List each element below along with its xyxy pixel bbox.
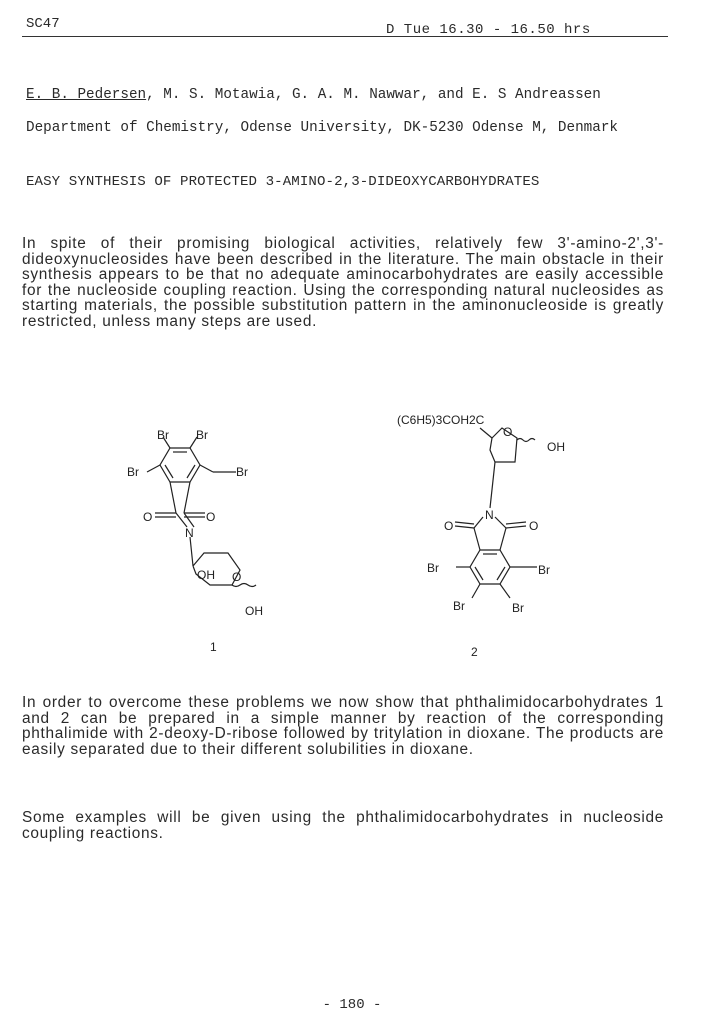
- compound-2-o-l: O: [444, 519, 454, 533]
- paragraph-outlook: Some examples will be given using the phthalimidocarbohydrates in nucleoside coupling reactions.: [22, 809, 664, 842]
- compound-1-n: N: [185, 526, 194, 540]
- affiliation: Department of Chemistry, Odense University, DK-5230 Odense M, Denmark: [26, 120, 618, 136]
- compound-2-br-r: Br: [538, 563, 550, 577]
- compound-1-o-r: O: [206, 510, 216, 524]
- structure-compound-1: [127, 428, 263, 654]
- compound-2-br-l: Br: [427, 561, 439, 575]
- presenting-author: E. B. Pedersen: [26, 87, 147, 103]
- compound-1-o-l: O: [143, 510, 153, 524]
- compound-2-number: 2: [471, 645, 478, 659]
- compound-2-oh: OH: [547, 440, 565, 454]
- compound-2-br-br: Br: [512, 601, 524, 615]
- co-authors: , M. S. Motawia, G. A. M. Nawwar, and E. S Andreassen: [146, 87, 601, 103]
- compound-2-trityl: (C6H5)3COH2C: [397, 413, 485, 427]
- compound-1-o-ring: O: [232, 570, 242, 584]
- compound-1-number: 1: [210, 640, 217, 654]
- compound-1-oh-anomeric: OH: [245, 604, 263, 618]
- structure-compound-2: [397, 413, 565, 659]
- compound-2-o-r: O: [529, 519, 539, 533]
- page-number: - 180 -: [322, 997, 382, 1013]
- paragraph-method: In order to overcome these problems we now show that phthalimidocarbohydrates 1 and 2 can be prepared in a simple manner by reaction of the corresponding phthalimide with 2-deoxy-D-ribose followed by tritylation in dioxane. The products are easily separated due to their different solubilities in dioxane.: [22, 694, 664, 758]
- compound-1-br-r: Br: [236, 465, 248, 479]
- compound-1-oh-ring: OH: [197, 568, 215, 582]
- compound-1-br-tr: Br: [196, 428, 208, 442]
- compound-2-o-ring: O: [503, 425, 513, 439]
- session-time: D Tue 16.30 - 16.50 hrs: [386, 22, 591, 38]
- compound-1-br-l: Br: [127, 465, 139, 479]
- compound-2-br-bl: Br: [453, 599, 465, 613]
- compound-2-n: N: [485, 508, 494, 522]
- compound-1-br-tl: Br: [157, 428, 169, 442]
- abstract-title: EASY SYNTHESIS OF PROTECTED 3-AMINO-2,3-DIDEOXYCARBOHYDRATES: [26, 174, 540, 190]
- paragraph-intro: In spite of their promising biological activities, relatively few 3'-amino-2',3'-dideoxynucleosides have been described in the literature. The main obstacle in their synthesis appears to be that no adequate aminocarbohydrates are easily accessible for the nucleoside coupling reaction. Using the corresponding natural nucleosides as starting materials, the possible substitution pattern in the aminonucleoside is greatly restricted, unless many steps are used.: [22, 235, 664, 330]
- session-code: SC47: [26, 16, 60, 32]
